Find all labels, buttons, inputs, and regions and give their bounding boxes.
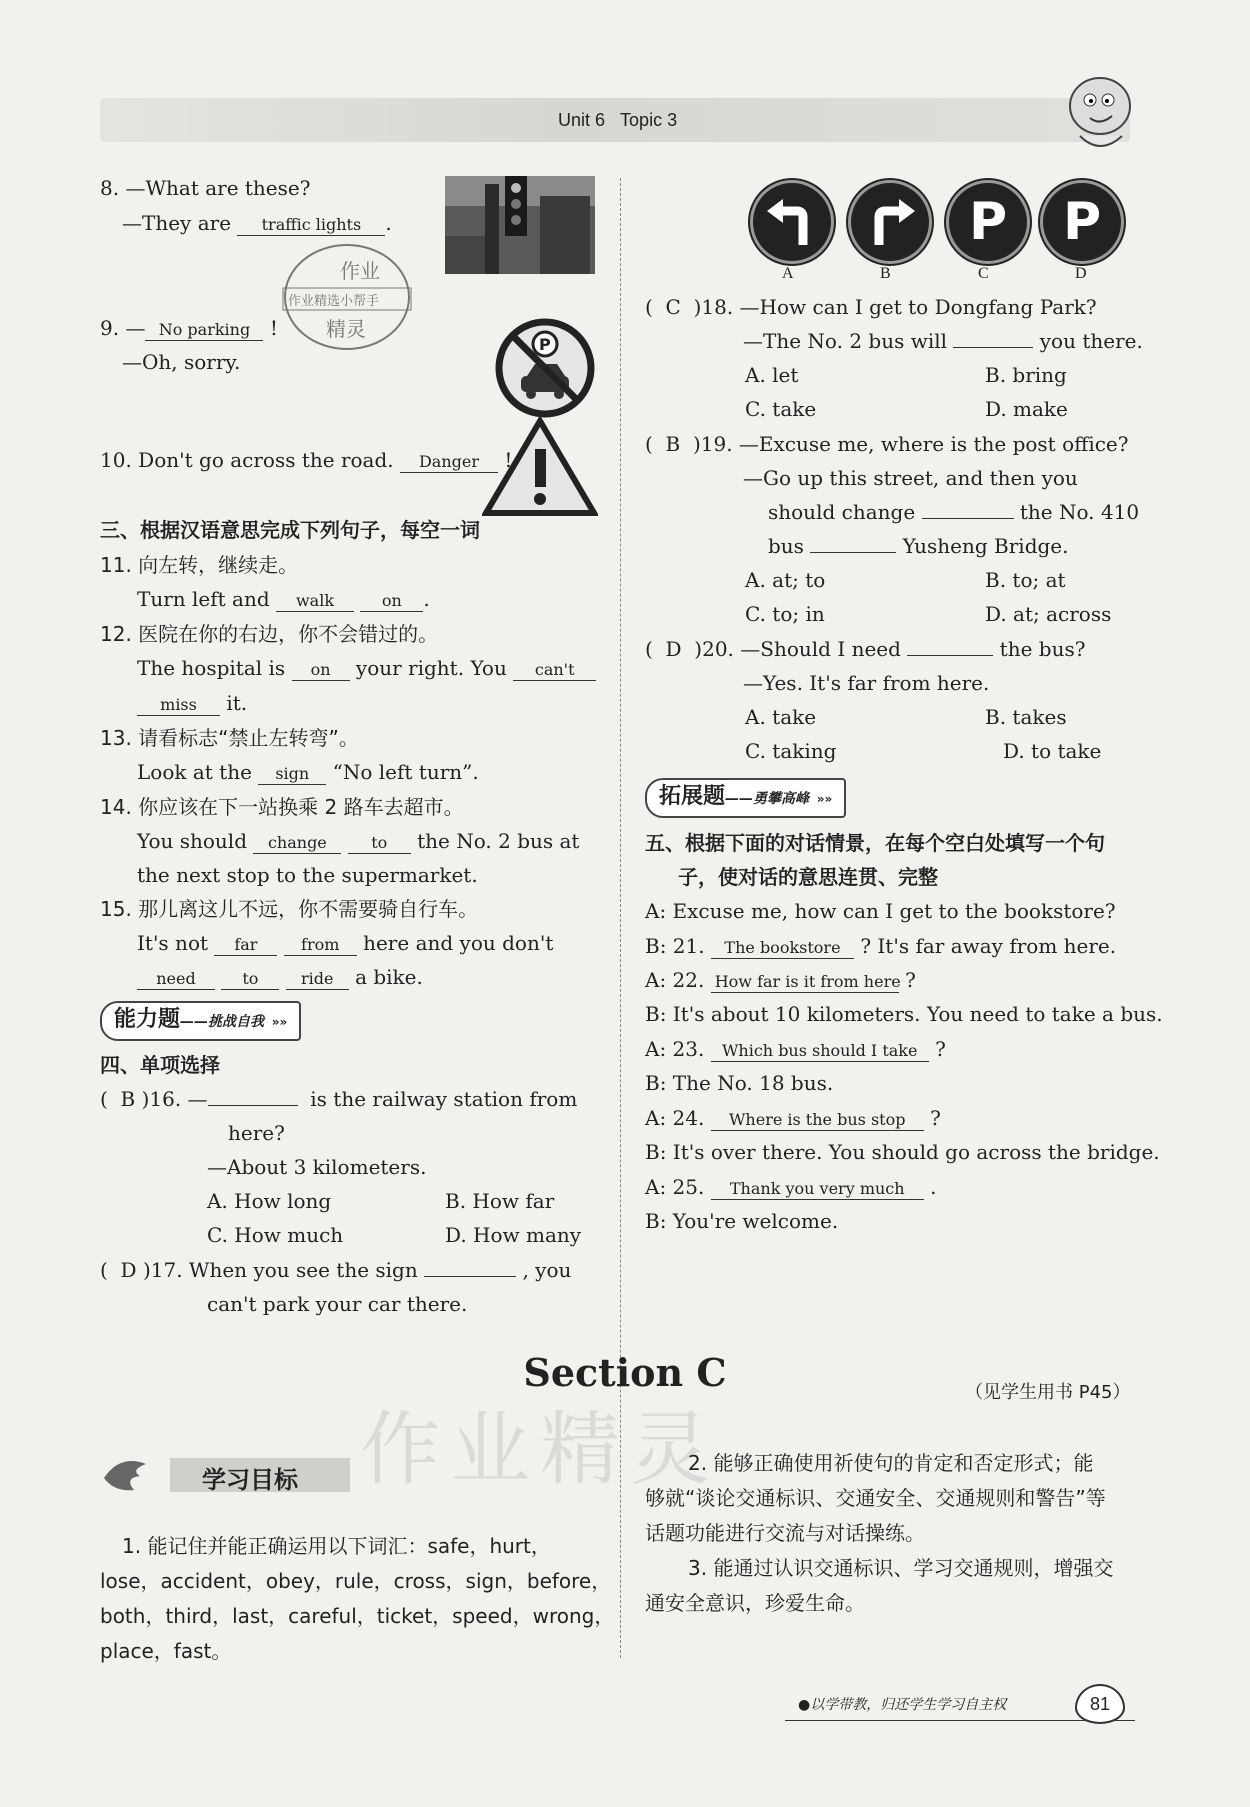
q9-question: 9. — No parking ! [100,316,278,340]
q20-option-d: D. to take [1003,739,1102,763]
q18: ( C )18. —How can I get to Dongfang Park? [645,295,1097,319]
q19-option-c: C. to; in [745,602,825,626]
section-c-reference: （见学生用书 P45） [965,1382,1131,1403]
footer-rule [785,1720,1135,1721]
svg-text:作业精选小帮手: 作业精选小帮手 [288,294,380,309]
svg-text:作业: 作业 [340,259,380,283]
q16-line2: here? [228,1121,285,1145]
q17: ( D )17. When you see the sign , you [100,1258,572,1282]
q17-line2: can't park your car there. [207,1292,468,1316]
q20: ( D )20. —Should I need the bus? [645,637,1086,661]
q19-line4: bus Yusheng Bridge. [768,534,1069,558]
sign-label-b: B [880,265,891,282]
q19-option-b: B. to; at [985,568,1066,592]
q8-question: 8. —What are these? [100,176,311,200]
q13-chinese: 13. 请看标志“禁止左转弯”。 [100,726,359,750]
q18-option-b: B. bring [985,363,1067,387]
q10: 10. Don't go across the road. Danger ! [100,448,513,472]
dialog-b2: B: It's about 10 kilometers. You need to take a bus. [645,1002,1163,1026]
q20-option-c: C. taking [745,739,837,763]
q16-option-b: B. How far [445,1189,555,1213]
footer-slogan: ●以学带教，归还学生学习自主权 [798,1697,1007,1713]
q19-line2: —Go up this street, and then you [743,466,1078,490]
q16-option-d: D. How many [445,1223,582,1247]
q11-english: Turn left and walk on . [137,587,430,611]
q8-answer: —They are traffic lights . [122,211,392,235]
homework-stamp [280,240,415,355]
dialog-a25: A: 25. Thank you very much . [645,1175,937,1199]
section-5-title-2: 子，使对话的意思连贯、完整 [678,865,938,889]
learning-goals-badge: 学习目标 [100,1452,350,1498]
dialog-a1: A: Excuse me, how can I get to the bookstore? [645,899,1116,923]
q14-english: You should change to the No. 2 bus at [137,829,580,853]
header-title: Unit 6 Topic 3 [558,110,678,130]
q18-option-d: D. make [985,397,1068,421]
q16-line3: —About 3 kilometers. [207,1155,427,1179]
dialog-b5: B: You're welcome. [645,1209,839,1233]
dialog-a23: A: 23. Which bus should I take ? [645,1037,946,1061]
q18-option-c: C. take [745,397,817,421]
q16: ( B )16. — is the railway station from [100,1087,578,1111]
q15-chinese: 15. 那儿离这儿不远，你不需要骑自行车。 [100,897,479,921]
q9-reply: —Oh, sorry. [122,350,241,374]
goal-1a: 1. 能记住并能正确运用以下词汇：safe，hurt， [122,1534,551,1558]
q12-english-2: miss it. [137,690,247,716]
q20-line2: —Yes. It's far from here. [743,671,990,695]
q20-option-a: A. take [745,705,817,729]
section-4-title: 四、单项选择 [100,1053,220,1077]
page-number: 81 [1075,1684,1125,1724]
svg-text:P: P [539,335,551,354]
sign-label-c: C [978,265,989,282]
goal-1b: lose，accident，obey，rule，cross，sign，before， [100,1569,612,1593]
q14-chinese: 14. 你应该在下一站换乘 2 路车去超市。 [100,795,464,819]
q18-line2: —The No. 2 bus will you there. [743,329,1143,353]
parking-sign-d: P [1040,180,1124,264]
section-3-title: 三、根据汉语意思完成下列句子，每空一词 [100,518,480,542]
extend-badge: 拓展题——勇攀高峰 »» [645,778,846,818]
goal-2b: 够就“谈论交通标识、交通安全、交通规则和警告”等 [645,1486,1106,1510]
q18-option-a: A. let [745,363,799,387]
goal-2a: 2. 能够正确使用祈使句的肯定和否定形式；能 [688,1451,1094,1475]
dialog-a24: A: 24. Where is the bus stop ? [645,1106,941,1130]
q13-english: Look at the sign “No left turn”. [137,760,479,784]
no-parking-sign [495,318,595,418]
q11-chinese: 11. 向左转，继续走。 [100,553,299,577]
dialog-b21: B: 21. The bookstore ? It's far away from here. [645,934,1117,958]
q16-option-a: A. How long [207,1189,332,1213]
q12-chinese: 12. 医院在你的右边，你不会错过的。 [100,622,439,646]
danger-sign [482,417,598,517]
svg-text:精灵: 精灵 [326,317,366,341]
goal-3b: 通安全意识，珍爱生命。 [645,1591,865,1615]
parking-sign-c: P [946,180,1030,264]
sign-label-a: A [782,265,794,282]
q19-option-d: D. at; across [985,602,1112,626]
turn-left-sign [750,180,834,264]
q15-english: It's not far from here and you don't [137,931,554,955]
section-5-title-1: 五、根据下面的对话情景，在每个空白处填写一个句 [645,831,1105,855]
q19: ( B )19. —Excuse me, where is the post office? [645,432,1129,456]
goal-3a: 3. 能通过认识交通标识、学习交通规则，增强交 [688,1556,1114,1580]
watermark: 作业精灵 [360,1403,720,1496]
dialog-b4: B: It's over there. You should go across the bridge. [645,1140,1160,1164]
goal-1d: place，fast。 [100,1639,232,1663]
q19-option-a: A. at; to [745,568,826,592]
q20-option-b: B. takes [985,705,1067,729]
q16-option-c: C. How much [207,1223,344,1247]
dialog-a22: A: 22. How far is it from here ? [645,968,916,992]
q15-english-2: need to ride a bike. [137,964,423,990]
dialog-b3: B: The No. 18 bus. [645,1071,834,1095]
turn-right-sign [848,180,932,264]
q14-english-2: the next stop to the supermarket. [137,863,478,887]
goal-2c: 话题功能进行交流与对话操练。 [645,1521,925,1545]
mascot-icon [1060,66,1140,156]
sign-label-d: D [1075,265,1087,282]
traffic-lights-photo [445,176,595,274]
q19-line3: should change the No. 410 [768,500,1140,524]
section-c-title: Section C [523,1350,727,1395]
goal-1c: both，third，last，careful，ticket，speed，wrong， [100,1604,615,1628]
ability-badge: 能力题——挑战自我 »» [100,1001,301,1041]
q12-english: The hospital is on your right. You can't [137,655,596,681]
